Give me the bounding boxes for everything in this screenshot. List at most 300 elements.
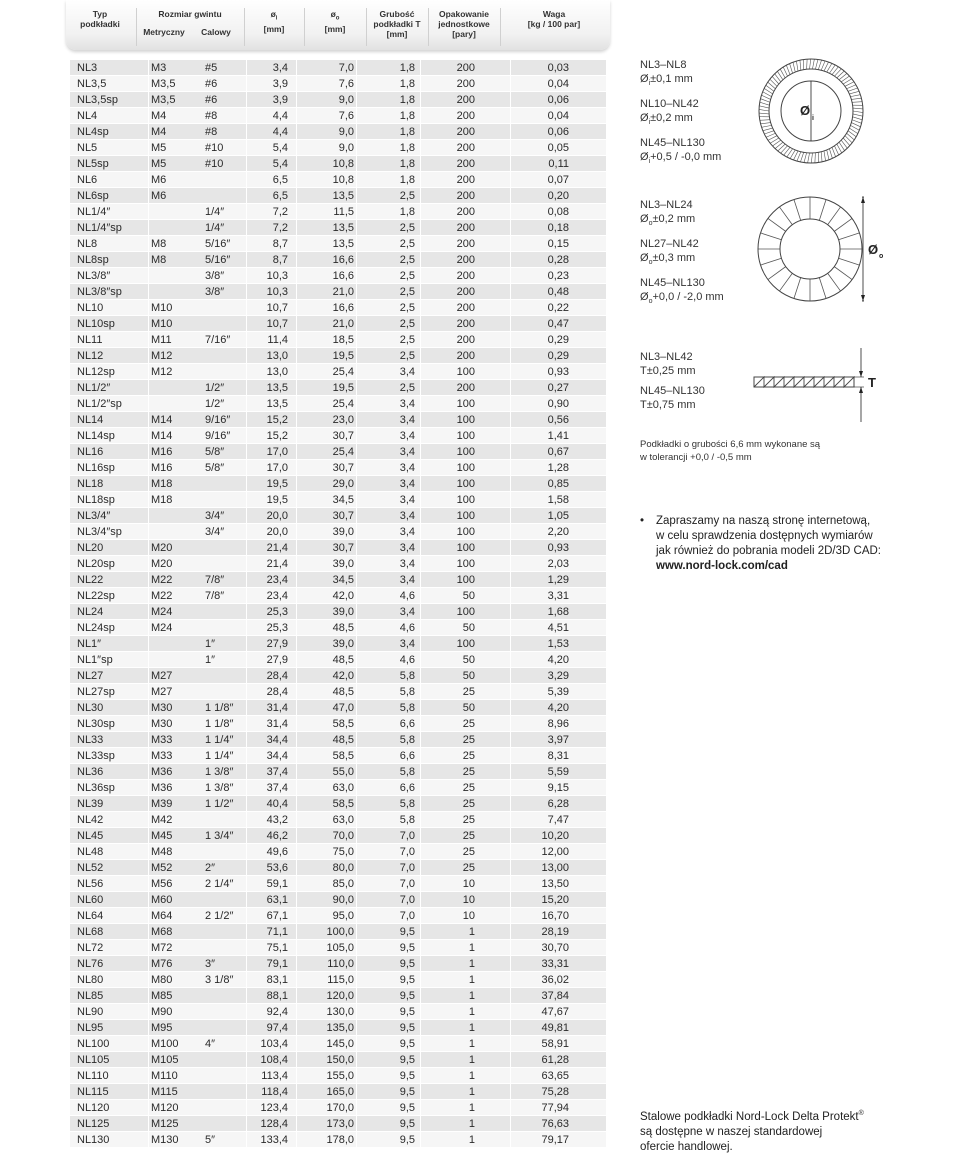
cell-weight: 0,23 — [547, 270, 569, 282]
cell-type: NL90 — [77, 1006, 104, 1018]
cell-weight: 63,65 — [541, 1070, 569, 1082]
cell-weight: 0,29 — [547, 350, 569, 362]
cell-type: NL16 — [77, 446, 104, 458]
cell-outer-dia: 7,6 — [338, 110, 354, 122]
cell-thickness: 2,5 — [399, 222, 415, 234]
cell-metric: M48 — [151, 846, 173, 858]
cell-outer-dia: 10,8 — [332, 158, 354, 170]
inner-tol-range-3: NL45–NL130 — [640, 137, 705, 150]
cell-type: NL22 — [77, 574, 104, 586]
cell-weight: 0,20 — [547, 190, 569, 202]
cell-outer-dia: 7,6 — [338, 78, 354, 90]
cell-inner-dia: 15,2 — [266, 414, 288, 426]
cell-weight: 37,84 — [541, 990, 569, 1002]
cell-package: 100 — [456, 510, 475, 522]
cell-package: 100 — [456, 606, 475, 618]
cell-package: 100 — [456, 446, 475, 458]
cell-package: 1 — [468, 1038, 475, 1050]
thickness-range-1: NL3–NL42 — [640, 351, 693, 363]
column-divider — [148, 60, 149, 1148]
cell-inner-dia: 20,0 — [266, 526, 288, 538]
cell-metric: M27 — [151, 686, 173, 698]
cell-thickness: 5,8 — [399, 686, 415, 698]
cell-inner-dia: 59,1 — [266, 878, 288, 890]
table-row — [70, 348, 606, 364]
table-row — [70, 284, 606, 300]
cell-inner-dia: 103,4 — [260, 1038, 288, 1050]
table-row — [70, 188, 606, 204]
table-row — [70, 556, 606, 572]
cell-weight: 75,28 — [541, 1086, 569, 1098]
cell-inner-dia: 21,4 — [266, 542, 288, 554]
cell-weight: 0,56 — [547, 414, 569, 426]
cell-inch: 1 1/4″ — [205, 734, 234, 746]
cell-type: NL8sp — [77, 254, 109, 266]
cell-outer-dia: 110,0 — [327, 958, 354, 970]
cell-thickness: 7,0 — [399, 846, 415, 858]
cell-weight: 5,59 — [547, 766, 569, 778]
cell-package: 100 — [456, 542, 475, 554]
cell-metric: M85 — [151, 990, 173, 1002]
cell-outer-dia: 34,5 — [332, 494, 354, 506]
cell-outer-dia: 9,0 — [338, 142, 354, 154]
cell-weight: 15,20 — [541, 894, 569, 906]
cell-inner-dia: 19,5 — [266, 478, 288, 490]
cell-package: 200 — [456, 222, 475, 234]
cad-download-link[interactable]: www.nord-lock.com/cad — [656, 560, 788, 572]
inner-tol-range-2: NL10–NL42 — [640, 98, 699, 111]
cell-inner-dia: 13,0 — [266, 350, 288, 362]
cell-weight: 8,96 — [547, 718, 569, 730]
cell-weight: 0,03 — [547, 62, 569, 74]
cell-weight: 1,68 — [547, 606, 569, 618]
cell-thickness: 1,8 — [399, 142, 415, 154]
cell-type: NL60 — [77, 894, 104, 906]
cell-weight: 7,47 — [547, 814, 569, 826]
cell-weight: 36,02 — [541, 974, 569, 986]
cell-package: 100 — [456, 574, 475, 586]
cell-metric: M4 — [151, 126, 167, 138]
cell-thickness: 3,4 — [399, 494, 415, 506]
cell-inner-dia: 4,4 — [272, 110, 288, 122]
table-row — [70, 1084, 606, 1100]
cell-weight: 0,05 — [547, 142, 569, 154]
cell-weight: 0,06 — [547, 126, 569, 138]
cell-type: NL115 — [77, 1086, 109, 1098]
cell-inner-dia: 28,4 — [266, 670, 288, 682]
cell-weight: 0,18 — [547, 222, 569, 234]
cell-thickness: 9,5 — [399, 1070, 415, 1082]
cell-thickness: 2,5 — [399, 350, 415, 362]
cell-type: NL80 — [77, 974, 104, 986]
cell-package: 200 — [456, 334, 475, 346]
cell-metric: M22 — [151, 574, 173, 586]
cell-outer-dia: 39,0 — [332, 558, 354, 570]
cell-thickness: 3,4 — [399, 510, 415, 522]
cell-package: 100 — [456, 638, 475, 650]
cell-thickness: 9,5 — [399, 958, 415, 970]
cell-package: 100 — [456, 478, 475, 490]
cell-weight: 1,41 — [547, 430, 569, 442]
cell-inner-dia: 71,1 — [266, 926, 288, 938]
cell-type: NL6 — [77, 174, 98, 186]
cell-metric: M14 — [151, 430, 173, 442]
cell-inch: #8 — [205, 110, 218, 122]
cell-inch: 4″ — [205, 1038, 216, 1050]
cell-outer-dia: 16,6 — [332, 270, 354, 282]
cell-inner-dia: 8,7 — [272, 238, 288, 250]
cell-metric: M80 — [151, 974, 173, 986]
cell-metric: M33 — [151, 750, 173, 762]
cell-type: NL5sp — [77, 158, 109, 170]
column-divider — [510, 60, 511, 1148]
outer-tolerance-notes — [640, 198, 724, 310]
cell-package: 25 — [462, 862, 475, 874]
cell-metric: M30 — [151, 702, 173, 714]
table-row — [70, 92, 606, 108]
cell-inch: 1 1/4″ — [205, 750, 234, 762]
table-row — [70, 620, 606, 636]
cell-weight: 77,94 — [541, 1102, 569, 1114]
table-row — [70, 444, 606, 460]
cell-thickness: 5,8 — [399, 766, 415, 778]
cell-package: 50 — [462, 670, 475, 682]
cell-inner-dia: 25,3 — [266, 606, 288, 618]
cell-weight: 4,20 — [547, 654, 569, 666]
outer-tol-range-2: NL27–NL42 — [640, 238, 699, 251]
cell-package: 25 — [462, 814, 475, 826]
cell-type: NL6sp — [77, 190, 109, 202]
cell-thickness: 9,5 — [399, 1134, 415, 1146]
cell-type: NL5 — [77, 142, 98, 154]
cell-weight: 13,50 — [541, 878, 569, 890]
cell-package: 100 — [456, 494, 475, 506]
cell-package: 200 — [456, 126, 475, 138]
header-divider — [136, 8, 137, 46]
cell-thickness: 2,5 — [399, 334, 415, 346]
cell-inner-dia: 5,4 — [272, 142, 288, 154]
cell-inner-dia: 3,9 — [272, 78, 288, 90]
cell-package: 200 — [456, 62, 475, 74]
cell-inch: 5″ — [205, 1134, 216, 1146]
cell-outer-dia: 11,5 — [333, 206, 354, 218]
cell-inner-dia: 28,4 — [266, 686, 288, 698]
cell-outer-dia: 42,0 — [332, 590, 354, 602]
cell-thickness: 5,8 — [399, 734, 415, 746]
cell-thickness: 9,5 — [399, 926, 415, 938]
cell-outer-dia: 58,5 — [332, 750, 354, 762]
table-row — [70, 76, 606, 92]
cell-weight: 33,31 — [541, 958, 569, 970]
cell-outer-dia: 80,0 — [332, 862, 354, 874]
cell-inner-dia: 10,7 — [266, 318, 288, 330]
cell-package: 1 — [468, 942, 475, 954]
cell-weight: 76,63 — [541, 1118, 569, 1130]
cell-inner-dia: 3,9 — [272, 94, 288, 106]
header-weight: Waga [kg / 100 par] — [527, 9, 581, 29]
cell-type: NL130 — [77, 1134, 110, 1146]
cell-outer-dia: 16,6 — [332, 254, 354, 266]
cell-inner-dia: 75,1 — [266, 942, 288, 954]
cell-weight: 4,51 — [547, 622, 569, 634]
cell-outer-dia: 120,0 — [326, 990, 354, 1002]
cell-type: NL100 — [77, 1038, 110, 1050]
cell-inner-dia: 19,5 — [266, 494, 288, 506]
table-row — [70, 524, 606, 540]
cell-thickness: 7,0 — [399, 830, 415, 842]
cell-type: NL30 — [77, 702, 104, 714]
cell-type: NL120 — [77, 1102, 110, 1114]
cell-package: 1 — [468, 1022, 475, 1034]
table-row — [70, 300, 606, 316]
cell-package: 200 — [456, 158, 475, 170]
cell-package: 25 — [462, 846, 475, 858]
cell-inner-dia: 23,4 — [266, 590, 288, 602]
cell-thickness: 7,0 — [399, 878, 415, 890]
cell-outer-dia: 47,0 — [332, 702, 354, 714]
cell-package: 100 — [456, 526, 475, 538]
cell-outer-dia: 25,4 — [332, 398, 354, 410]
cell-outer-dia: 85,0 — [332, 878, 354, 890]
cell-type: NL1/4″ — [77, 206, 111, 218]
cell-inch: #10 — [205, 158, 224, 170]
cell-thickness: 4,6 — [399, 654, 415, 666]
cell-metric: M6 — [151, 190, 167, 202]
table-row — [70, 1004, 606, 1020]
cell-outer-dia: 70,0 — [332, 830, 354, 842]
cell-thickness: 4,6 — [399, 622, 415, 634]
cell-inch: 5/16″ — [205, 254, 231, 266]
cell-type: NL16sp — [77, 462, 115, 474]
cell-inner-dia: 7,2 — [272, 222, 288, 234]
cell-package: 1 — [468, 990, 475, 1002]
cell-outer-dia: 48,5 — [332, 686, 354, 698]
cell-weight: 0,22 — [547, 302, 569, 314]
cell-type: NL8 — [77, 238, 98, 250]
table-row — [70, 988, 606, 1004]
cell-metric: M125 — [151, 1118, 179, 1130]
cell-outer-dia: 58,5 — [332, 798, 354, 810]
table-row — [70, 396, 606, 412]
cell-inch: 2″ — [205, 862, 216, 874]
table-row — [70, 828, 606, 844]
cell-weight: 0,47 — [547, 318, 569, 330]
cell-outer-dia: 75,0 — [332, 846, 354, 858]
outer-tol-range-1: NL3–NL24 — [640, 199, 693, 211]
cell-inch: 1″ — [205, 654, 216, 666]
cell-inner-dia: 40,4 — [266, 798, 288, 810]
cell-type: NL14 — [77, 414, 104, 426]
cell-package: 200 — [456, 238, 475, 250]
cell-thickness: 1,8 — [399, 206, 415, 218]
cell-metric: M24 — [151, 606, 173, 618]
table-row — [70, 156, 606, 172]
cell-package: 100 — [456, 430, 475, 442]
cell-inch: 2 1/2″ — [205, 910, 234, 922]
cell-inner-dia: 63,1 — [266, 894, 288, 906]
header-divider — [304, 8, 305, 46]
cell-outer-dia: 178,0 — [326, 1134, 354, 1146]
cell-weight: 0,90 — [547, 398, 569, 410]
table-row — [70, 268, 606, 284]
cell-outer-dia: 63,0 — [332, 782, 354, 794]
cell-outer-dia: 30,7 — [332, 510, 354, 522]
cell-thickness: 3,4 — [399, 606, 415, 618]
washer-inner-diameter-diagram — [756, 56, 866, 166]
header-inner-diameter: $ø_i$ [mm] — [263, 9, 285, 34]
cell-outer-dia: 42,0 — [332, 670, 354, 682]
cell-type: NL18sp — [77, 494, 115, 506]
cell-metric: M90 — [151, 1006, 173, 1018]
cell-type: NL11 — [77, 334, 103, 346]
cell-type: NL3,5 — [77, 78, 107, 90]
header-outer-diameter: $ø_o$ [mm] — [324, 9, 346, 34]
cell-weight: 4,20 — [547, 702, 569, 714]
cell-inch: #5 — [205, 62, 218, 74]
table-row — [70, 172, 606, 188]
cell-package: 25 — [462, 734, 475, 746]
table-row — [70, 124, 606, 140]
cell-outer-dia: 39,0 — [332, 638, 354, 650]
table-header — [66, 0, 610, 50]
cell-inch: 3″ — [205, 958, 216, 970]
cell-outer-dia: 7,0 — [338, 62, 354, 74]
cell-metric: M36 — [151, 782, 173, 794]
header-metric: Metryczny — [143, 27, 185, 37]
table-row — [70, 956, 606, 972]
cell-metric: M120 — [151, 1102, 179, 1114]
header-divider — [428, 8, 429, 46]
cell-weight: 1,29 — [547, 574, 569, 586]
cell-outer-dia: 29,0 — [332, 478, 354, 490]
cell-package: 1 — [468, 1102, 475, 1114]
cell-type: NL24sp — [77, 622, 115, 634]
cell-weight: 49,81 — [541, 1022, 569, 1034]
cell-weight: 0,48 — [547, 286, 569, 298]
cell-type: NL45 — [77, 830, 104, 842]
cell-metric: M18 — [151, 478, 173, 490]
cell-package: 200 — [456, 302, 475, 314]
cell-package: 10 — [462, 894, 475, 906]
cell-inch: 3/4″ — [205, 510, 225, 522]
cell-outer-dia: 39,0 — [332, 526, 354, 538]
thickness-tolerance-notes — [640, 350, 705, 412]
cell-metric: M4 — [151, 110, 167, 122]
cell-metric: M42 — [151, 814, 173, 826]
cell-package: 200 — [456, 286, 475, 298]
table-row — [70, 332, 606, 348]
table-row — [70, 940, 606, 956]
cell-weight: 0,29 — [547, 334, 569, 346]
cell-inner-dia: 23,4 — [266, 574, 288, 586]
cell-thickness: 3,4 — [399, 366, 415, 378]
cell-metric: M76 — [151, 958, 173, 970]
cell-metric: M115 — [151, 1086, 178, 1098]
table-row — [70, 876, 606, 892]
cell-thickness: 9,5 — [399, 1006, 415, 1018]
cell-thickness: 5,8 — [399, 814, 415, 826]
cell-thickness: 2,5 — [399, 190, 415, 202]
cell-inner-dia: 27,9 — [266, 638, 288, 650]
cell-thickness: 1,8 — [399, 126, 415, 138]
cell-package: 1 — [468, 1054, 475, 1066]
cell-outer-dia: 18,5 — [332, 334, 354, 346]
washer-outer-diameter-diagram — [750, 192, 950, 308]
cell-type: NL24 — [77, 606, 104, 618]
cell-package: 200 — [456, 94, 475, 106]
cell-metric: M10 — [151, 302, 173, 314]
cell-weight: 3,97 — [547, 734, 569, 746]
cell-weight: 3,31 — [547, 590, 569, 602]
cell-thickness: 3,4 — [399, 574, 415, 586]
cell-inner-dia: 46,2 — [266, 830, 288, 842]
cell-inner-dia: 34,4 — [266, 750, 288, 762]
cell-metric: M27 — [151, 670, 173, 682]
cell-weight: 16,70 — [541, 910, 569, 922]
table-row — [70, 796, 606, 812]
cell-metric: M52 — [151, 862, 173, 874]
cell-inner-dia: 53,6 — [266, 862, 288, 874]
cell-inner-dia: 83,1 — [266, 974, 288, 986]
table-row — [70, 604, 606, 620]
cell-weight: 2,20 — [547, 526, 569, 538]
table-row — [70, 236, 606, 252]
cell-thickness: 3,4 — [399, 430, 415, 442]
cell-type: NL110 — [77, 1070, 109, 1082]
cell-outer-dia: 48,5 — [332, 622, 354, 634]
table-row — [70, 860, 606, 876]
cell-thickness: 1,8 — [399, 110, 415, 122]
cell-metric: M100 — [151, 1038, 179, 1050]
inner-tol-value-1: $Ø_i\pm 0,1$ mm — [640, 73, 693, 88]
cell-type: NL3/4″ — [77, 510, 111, 522]
cell-type: NL3/8″sp — [77, 286, 122, 298]
cell-type: NL36 — [77, 766, 104, 778]
thickness-tol-1: T±0,25 mm — [640, 365, 696, 377]
cell-thickness: 1,8 — [399, 62, 415, 74]
cell-inner-dia: 11,4 — [267, 334, 288, 346]
cell-outer-dia: 9,0 — [338, 126, 354, 138]
table-row — [70, 204, 606, 220]
column-divider — [296, 60, 297, 1148]
cell-outer-dia: 150,0 — [326, 1054, 354, 1066]
table-row — [70, 476, 606, 492]
cell-outer-dia: 58,5 — [332, 718, 354, 730]
cell-type: NL76 — [77, 958, 104, 970]
cell-thickness: 9,5 — [399, 974, 415, 986]
cell-inner-dia: 128,4 — [260, 1118, 288, 1130]
cell-thickness: 3,4 — [399, 558, 415, 570]
cell-inner-dia: 10,7 — [266, 302, 288, 314]
cell-inch: 1/4″ — [205, 206, 225, 218]
cell-type: NL105 — [77, 1054, 110, 1066]
cell-package: 1 — [468, 974, 475, 986]
cell-thickness: 1,8 — [399, 174, 415, 186]
cell-weight: 9,15 — [547, 782, 569, 794]
cell-type: NL3,5sp — [77, 94, 118, 106]
cell-outer-dia: 21,0 — [332, 318, 354, 330]
cell-type: NL10sp — [77, 318, 115, 330]
cell-metric: M72 — [151, 942, 173, 954]
cell-outer-dia: 16,6 — [332, 302, 354, 314]
cell-type: NL56 — [77, 878, 104, 890]
cell-package: 25 — [462, 750, 475, 762]
cell-package: 1 — [468, 926, 475, 938]
cell-thickness: 2,5 — [399, 382, 415, 394]
cell-outer-dia: 30,7 — [332, 462, 354, 474]
cell-inner-dia: 34,4 — [266, 734, 288, 746]
cell-package: 200 — [456, 78, 475, 90]
